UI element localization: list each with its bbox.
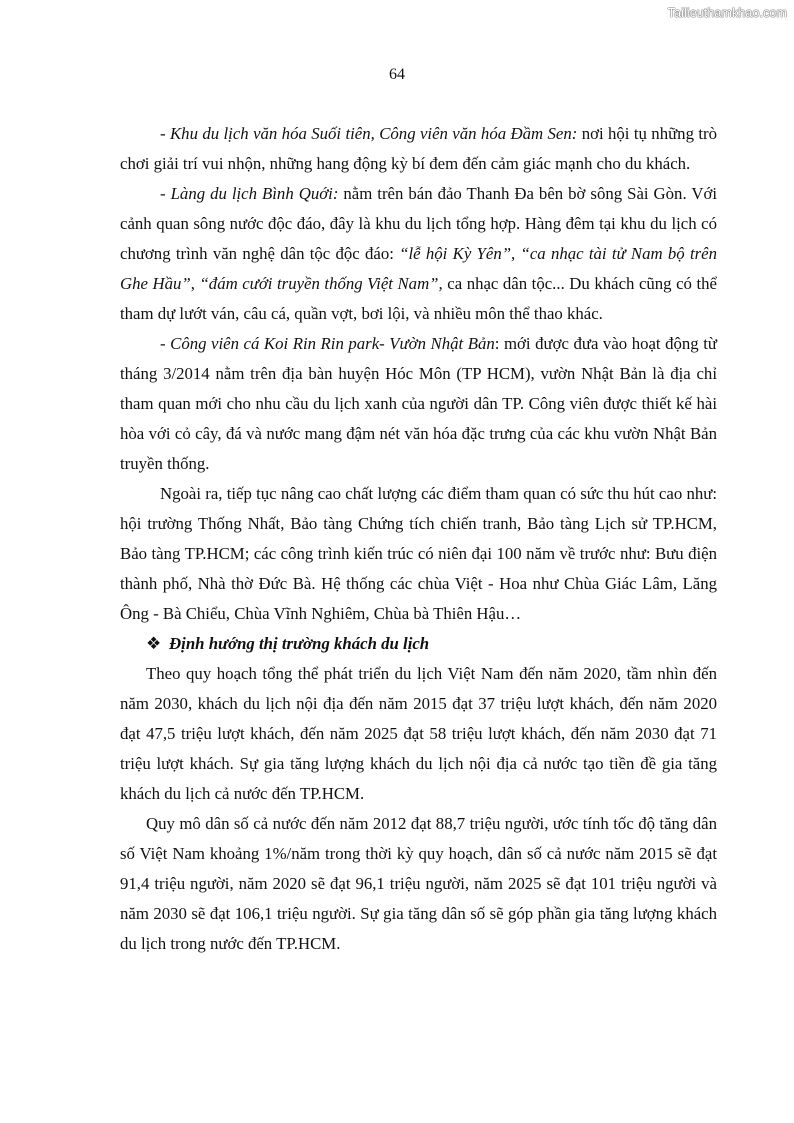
paragraph-suoi-tien [120, 119, 717, 179]
paragraph-text: : mới được đưa vào hoạt động từ tháng 3/2014 nằm trên địa bàn huyện Hóc Môn (TP HCM), vườn Nhật Bản là địa chỉ tham quan mới cho nhu cầu du lịch xanh của người dân TP. Công viên được thiết kế hài hòa với cỏ cây, đá và nước mang đậm nét văn hóa đặc trưng của các khu vườn Nhật Bản truyền thống. [120, 334, 717, 473]
list-dash: - [160, 124, 170, 143]
paragraph-binh-quoi [120, 179, 717, 329]
quoted-event: “đám cưới truyền thống Việt Nam”, [199, 274, 443, 293]
place-title: Làng du lịch Bình Quới: [170, 184, 339, 203]
paragraph-koi-park [120, 329, 717, 479]
quoted-events: “lễ hội Kỳ Yên”, “ca nhạc tài tử Nam bộ trên Ghe Hầu” [120, 244, 717, 293]
paragraph-population: Quy mô dân số cả nước đến năm 2012 đạt 88,7 triệu người, ước tính tốc độ tăng dân số Việt Nam khoảng 1%/năm trong thời kỳ quy hoạch, dân số cả nước năm 2015 sẽ đạt 91,4 triệu người, năm 2020 sẽ đạt 96,1 triệu người, năm 2025 sẽ đạt 101 triệu người và năm 2030 sẽ đạt 106,1 triệu người. Sự gia tăng dân số sẽ góp phần gia tăng lượng khách du lịch trong nước đến TP.HCM. [120, 814, 717, 953]
separator-text: , [190, 274, 200, 293]
watermark: Tailieuthamkhao.com [667, 6, 787, 20]
place-title: Khu du lịch văn hóa Suối tiên, Công viên văn hóa Đầm Sen: [169, 124, 578, 143]
paragraph-attractions: Ngoài ra, tiếp tục nâng cao chất lượng các điểm tham quan có sức thu hút cao như: hội trường Thống Nhất, Bảo tàng Chứng tích chiến tranh, Bảo tàng Lịch sử TP.HCM, Bảo tàng TP.HCM; các công trình kiến trúc có niên đại 100 năm về trước như: Bưu điện thành phố, Nhà thờ Đức Bà. Hệ thống các chùa Việt - Hoa như Chùa Giác Lâm, Lăng Ông - Bà Chiểu, Chùa Vĩnh Nghiêm, Chùa bà Thiên Hậu… [120, 484, 717, 623]
place-title: Công viên cá Koi Rin Rin park- Vườn Nhật Bản [170, 334, 495, 353]
paragraph-tourist-forecast: Theo quy hoạch tổng thể phát triển du lịch Việt Nam đến năm 2020, tầm nhìn đến năm 2030, khách du lịch nội địa đến năm 2015 đạt 37 triệu lượt khách, đến năm 2020 đạt 47,5 triệu lượt khách, đến năm 2025 đạt 58 triệu lượt khách, đến năm 2030 đạt 71 triệu lượt khách. Sự gia tăng lượng khách du lịch nội địa cả nước tạo tiền đề gia tăng khách du lịch cả nước đến TP.HCM. [120, 664, 717, 803]
list-dash: - [160, 184, 171, 203]
page-number: 64 [389, 66, 405, 83]
paragraph-text: nằm trên bán đảo Thanh Đa bên bờ sông Sài Gòn. Với cảnh quan sông nước độc đáo, đây là khu du lịch tổng hợp. Hàng đêm tại khu du lịch có chương trình văn nghệ dân tộc độc đáo: [120, 184, 717, 263]
section-heading [120, 629, 717, 659]
paragraph-text: ca nhạc dân tộc... Du khách cũng có thể tham dự lướt ván, câu cá, quần vợt, bơi lội, và nhiều môn thể thao khác. [120, 274, 717, 323]
section-heading-text: Định hướng thị trường khách du lịch [169, 634, 430, 653]
diamond-bullet-icon: ❖ [146, 634, 162, 653]
paragraph-text: nơi hội tụ những trò chơi giải trí vui nhộn, những hang động kỳ bí đem đến cảm giác mạnh cho du khách. [120, 124, 717, 173]
document-body [120, 119, 717, 959]
list-dash: - [160, 334, 171, 353]
